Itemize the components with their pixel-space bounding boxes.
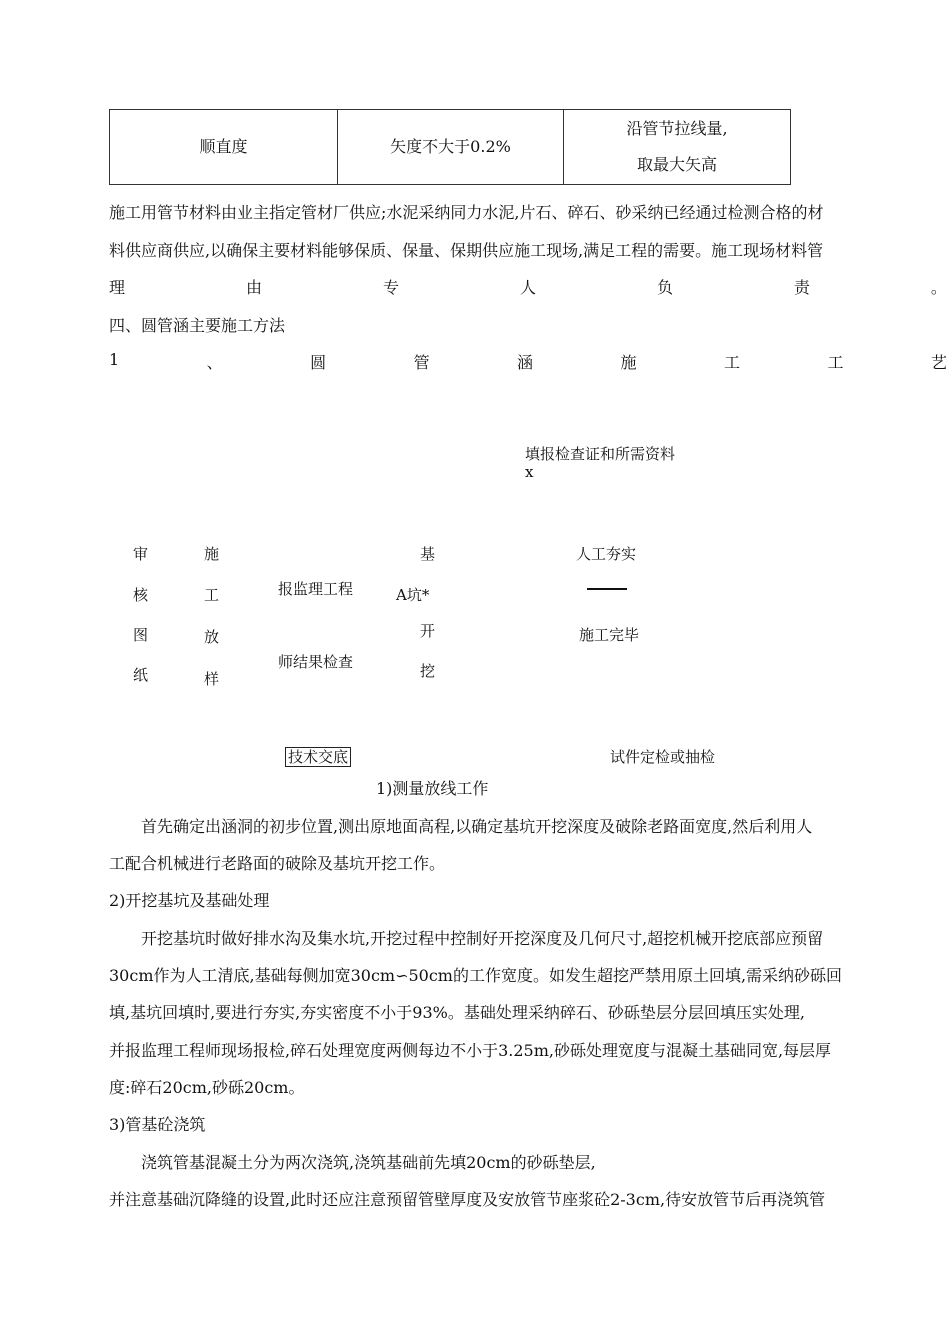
flow-pit-char: 开 [420, 622, 436, 640]
flow-tech-box [285, 746, 351, 767]
subsection-heading-justified [109, 350, 947, 373]
char: 由 [245, 278, 262, 297]
char: 人 [519, 278, 536, 297]
subsection-heading: 3)管基砼浇筑 [109, 1115, 206, 1134]
table-cell-line: 沿管节拉线量, [626, 119, 728, 138]
flow-test: 试件定检或抽检 [610, 748, 716, 766]
flow-tech: 技术交底 [285, 747, 351, 767]
flow-connector-line [587, 588, 627, 590]
char: 理 [109, 278, 126, 297]
paragraph-line: 30cm作为人工清底,基础每侧加宽30cm∽50cm的工作宽度。如发生超挖严禁用原土回填,需采纳砂砾回 [109, 966, 843, 985]
flow-done: 施工完毕 [579, 626, 640, 644]
flow-tamp: 人工夯实 [576, 545, 637, 563]
flow-fill-report: 填报检查证和所需资料 [525, 445, 676, 463]
flow-pit-char: 挖 [420, 662, 436, 680]
char: 专 [382, 278, 399, 297]
flow-review-char: 审 [133, 545, 149, 563]
table-cell: 顺直度 [110, 110, 338, 185]
char: 、 [206, 353, 223, 372]
flow-review-char: 图 [133, 626, 149, 644]
char: 。 [930, 278, 947, 297]
paragraph-line: 填,基坑回填时,要进行夯实,夯实密度不小于93%。基础处理采纳碎石、砂砾垫层分层回填压实处理, [109, 1003, 805, 1022]
paragraph-line: 工配合机械进行老路面的破除及基坑开挖工作。 [109, 854, 446, 873]
char: 1 [109, 350, 120, 369]
flow-review-char: 核 [133, 586, 149, 604]
flow-report-line: 报监理工程 [278, 580, 354, 598]
char: 艺 [930, 353, 947, 372]
char: 责 [793, 278, 810, 297]
table-cell-line: 取最大矢高 [636, 155, 717, 174]
paragraph-line: 并注意基础沉降缝的设置,此时还应注意预留管壁厚度及安放管节座浆砼2-3cm,待安放管节后再浇筑管 [109, 1190, 826, 1209]
char: 圆 [310, 353, 327, 372]
flow-pit-char: 基 [420, 545, 436, 563]
paragraph-line-justified [109, 275, 947, 298]
table-cell: 矢度不大于0.2% [338, 110, 564, 185]
char: 管 [413, 353, 430, 372]
flow-report-line: 师结果检查 [278, 653, 354, 671]
paragraph-line: 度:碎石20cm,砂砾20cm。 [109, 1078, 305, 1097]
paragraph-line: 施工用管节材料由业主指定管材厂供应;水泥采纳同力水泥,片石、碎石、砂采纳已经通过检测合格的材 [109, 203, 824, 222]
subsection-heading: 2)开挖基坑及基础处理 [109, 891, 270, 910]
flow-pit-char: A坑* [396, 586, 430, 604]
flow-x-mark: x [525, 463, 534, 481]
char: 工 [723, 353, 740, 372]
char: 负 [656, 278, 673, 297]
spec-table [109, 109, 791, 185]
table-cell [564, 110, 791, 185]
flow-review-char: 纸 [133, 666, 149, 684]
paragraph-line: 料供应商供应,以确保主要材料能够保质、保量、保期供应施工现场,满足工程的需要。施工现场材料管 [109, 241, 824, 260]
char: 施 [620, 353, 637, 372]
flow-layout-char: 施 [204, 545, 220, 563]
flow-layout-char: 样 [204, 670, 220, 688]
char: 涵 [517, 353, 534, 372]
flow-layout-char: 工 [204, 586, 220, 604]
table-row [110, 110, 791, 185]
paragraph-line: 开挖基坑时做好排水沟及集水坑,开挖过程中控制好开挖深度及几何尺寸,超挖机械开挖底部应预留 [141, 929, 824, 948]
flow-layout-char: 放 [204, 628, 220, 646]
subsection-heading: 1)测量放线工作 [376, 779, 489, 798]
paragraph-line: 浇筑管基混凝土分为两次浇筑,浇筑基础前先填20cm的砂砾垫层, [141, 1153, 596, 1172]
char: 工 [827, 353, 844, 372]
section-heading: 四、圆管涵主要施工方法 [109, 316, 286, 335]
paragraph-line: 首先确定出涵洞的初步位置,测出原地面高程,以确定基坑开挖深度及破除老路面宽度,然后利用人 [141, 817, 813, 836]
paragraph-line: 并报监理工程师现场报检,碎石处理宽度两侧每边不小于3.25m,砂砾处理宽度与混凝土基础同宽,每层厚 [109, 1041, 832, 1060]
